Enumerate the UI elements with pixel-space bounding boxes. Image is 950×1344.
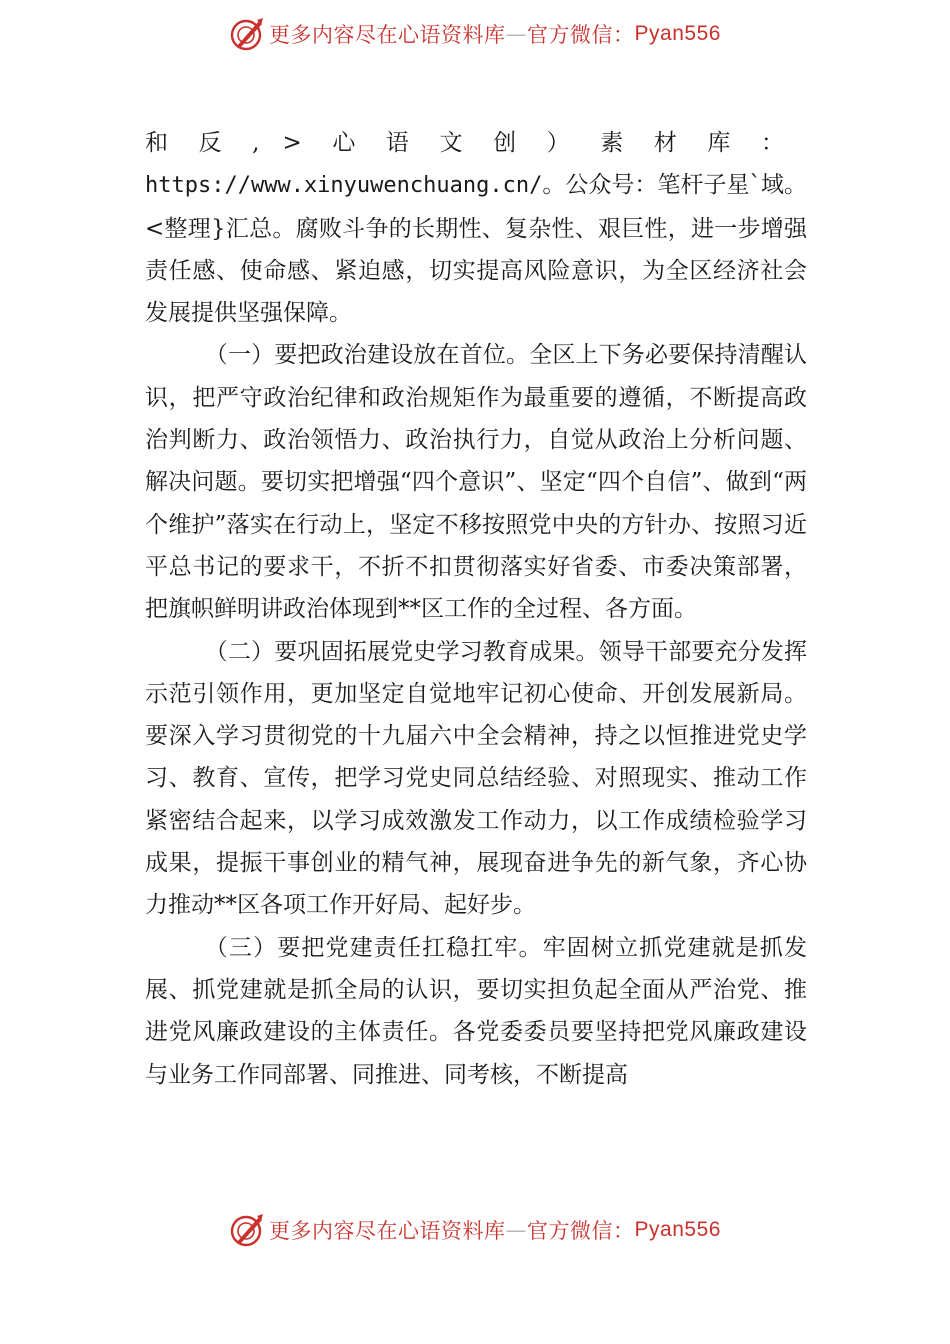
- watermark-handle: Pyan556: [634, 22, 721, 45]
- paragraph-text: 牢固树立抓党建就是抓发展、抓党建就是抓全局的认识，要切实担负起全面从严治党、推进党风廉政建设的主体责任。各党委委员要坚持把党风廉政建设与业务工作同部署、同推进、同考核，不断提高: [145, 934, 808, 1088]
- paragraph-section-3: [145, 927, 807, 1096]
- section-heading: （一）要把政治建设放在首位。: [204, 342, 530, 369]
- paragraph-intro: [145, 122, 807, 334]
- document-body: [145, 122, 807, 1096]
- paragraph-section-1: [145, 334, 807, 630]
- watermark-separator: —: [505, 22, 528, 46]
- watermark-header: [0, 14, 950, 54]
- paragraph-text: 领导干部要充分发挥示范引领作用，更加坚定自觉地牢记初心使命、开创发展新局。要深入学习贯彻党的十九届六中全会精神，持之以恒推进党史学习、教育、宣传，把学习党史同总结经验、对照现实、推动工作紧密结合起来，以学习成效激发工作动力，以工作成绩检验学习成果，提振干事创业的精气神，展现奋进争先的新气象，齐心协力推动**区各项工作开好局、起好步。: [145, 638, 808, 919]
- watermark-label: 官方微信：: [527, 1219, 635, 1243]
- paragraph-section-2: [145, 631, 807, 927]
- watermark-separator: —: [505, 1218, 528, 1242]
- source-url: https://www.xinyuwenchuang.cn/: [145, 173, 543, 199]
- section-heading: （三）要把党建责任扛稳扛牢。: [204, 934, 543, 961]
- watermark-label: 官方微信：: [527, 23, 635, 47]
- section-heading: （二）要巩固拓展党史学习教育成果。: [204, 638, 599, 665]
- watermark-text: 更多内容尽在心语资料库: [269, 1219, 506, 1243]
- watermark-text: 更多内容尽在心语资料库: [269, 23, 506, 47]
- watermark-footer: [0, 1210, 950, 1250]
- pen-logo-icon: [229, 16, 265, 52]
- paragraph-text: 全区上下务必要保持清醒认识，把严守政治纪律和政治规矩作为最重要的遵循，不断提高政治判断力、政治领悟力、政治执行力，自觉从政治上分析问题、解决问题。要切实把增强“四个意识”、坚定“四个自信”、做到“两个维护”落实在行动上，坚定不移按照党中央的方针办、按照习近平总书记的要求干，不折不扣贯彻落实好省委、市委决策部署，把旗帜鲜明讲政治体现到**区工作的全过程、各方面。: [145, 342, 808, 623]
- pen-logo-icon: [229, 1212, 265, 1248]
- watermark-handle: Pyan556: [634, 1218, 721, 1241]
- paragraph-text: 。公众号：笔杆子星`域。<整理}汇总。腐败斗争的长期性、复杂性、艰巨性，进一步增强责任感、使命感、紧迫感，切实提高风险意识，为全区经济社会发展提供坚强保障。: [145, 172, 807, 327]
- source-prefix: 和反,>心语文创）素材库：: [145, 130, 807, 156]
